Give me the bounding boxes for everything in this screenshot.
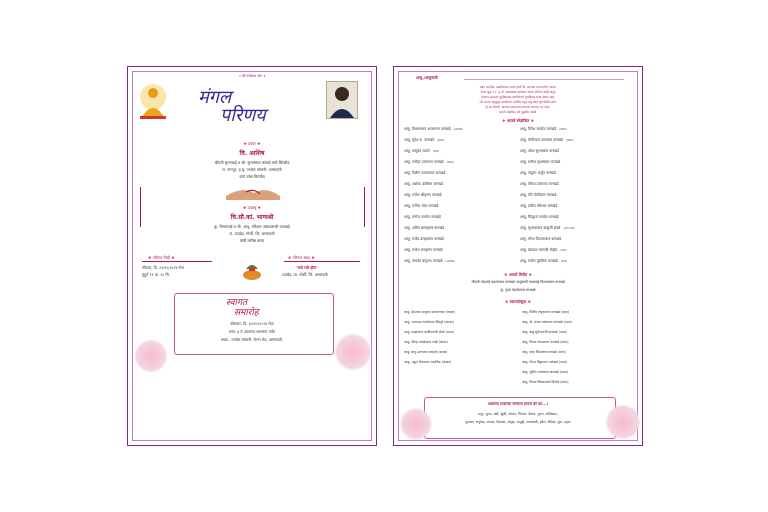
relative-name: आयु. रवि मोतीलाल वानखडे <box>520 193 557 197</box>
relative-list-item <box>520 212 636 223</box>
date-divider <box>142 261 212 262</box>
relative-list-item <box>520 190 636 201</box>
groom-relation: यांचे ज्येष्ठ चिरंजीव <box>239 174 265 179</box>
welcome-list-item: आयु. मिलिंद मधुकरराव वानखडे (मामा) <box>522 310 570 314</box>
vinit-line-1: श्रीमती मंदाताई महादेवराव वानखडे आयुष्मती मायाताई विश्वासराव वानखडे <box>471 280 565 284</box>
reception-title-1: स्वागत <box>226 298 248 308</box>
flower-decoration-left <box>134 339 168 373</box>
welcome-list-item: आयु. हेमंतराव बापूराव बागवानकर (काका) <box>404 310 456 314</box>
relative-relation: (मामा) <box>560 249 567 252</box>
intro-line-6: आपले स्नेहांकित सर्व कुटुंबीय मंडळी. <box>498 110 538 114</box>
title-parinay: परिणय <box>220 105 266 126</box>
relative-list-item <box>404 223 516 234</box>
relative-relation: (काका) <box>565 139 574 142</box>
relative-list-item <box>520 256 636 267</box>
relative-name: आयु. विश्वासराव आत्माराम वानखडे <box>404 127 451 131</box>
relative-name: आयु. प्रवीण मोरेश्वर वानखडे <box>520 204 558 208</box>
relative-name: आयु. अशोक बळीराम वानखडे <box>404 182 444 186</box>
relative-name: आयु. योगेश उत्तमराव वानखडे <box>520 182 559 186</box>
venue-divider <box>284 261 360 262</box>
relative-name: आयु. राजेंद्र प्रल्हादराव वानखडे <box>404 237 444 241</box>
relative-relation: (मामा) <box>432 150 440 153</box>
venue-name: "राधे राधे हॉल" <box>296 265 318 270</box>
buddha-icon <box>136 83 170 121</box>
left-ornament <box>140 187 141 227</box>
relative-list-item <box>404 124 516 135</box>
relative-list-item <box>404 190 516 201</box>
kalash-icon <box>239 259 265 281</box>
relative-list-item <box>404 146 516 157</box>
welcome-list-item: आयु. गौतम विठ्ठलराव वानखडे (मामा) <box>522 360 568 364</box>
invitation-front-card <box>127 66 377 446</box>
bride-relation: यांची कनिष्ठ कन्या <box>239 238 265 243</box>
relative-name: आयु. मंगेश दिवाकरराव वानखडे <box>520 237 562 241</box>
closing-line-1: मयूर, सुमन, वर्षा, खुशी, कोमल, निरंजन, वैष्णव, युगल, अविष्कार, <box>478 412 558 416</box>
relative-list-item <box>404 201 516 212</box>
bride-name: चि.सौ.कां. भाग्यश्री <box>230 214 274 221</box>
flower-decoration-right <box>606 403 640 441</box>
intro-line-2: गौतम बुद्ध व प. पू. डॉ. बाबासाहेब आंबेडकर यांच्या प्रतिमेस साक्षी मानून <box>480 90 556 94</box>
date-time: मुहूर्त ११ वा. १० मि. <box>142 272 170 277</box>
date-heading: ❖ परिणय तिथी ❖ <box>148 255 175 260</box>
welcome-list-item: आयु. सुनिल पंजाबराव वानखडे (मामा) <box>522 370 568 374</box>
reception-date: सोमवार, दि. ३०/१२/२०२४ रोज <box>230 321 274 326</box>
welcome-list-item: आयु. प्रल्हादराव बाजीरावजी चोरडे (मामा) <box>404 330 454 334</box>
relative-name: आयु. सिद्धार्थ नामदेव वानखडे <box>520 215 559 219</box>
relative-name: आयु. कपिल रमेश वानखडे <box>404 204 439 208</box>
relative-list-item <box>520 124 636 135</box>
relative-list-item <box>404 256 516 267</box>
relative-name: आयु. मोतीलाल उत्तमराव वानखडे <box>520 138 563 142</box>
relative-list-item <box>520 179 636 190</box>
top-blessing: ॥ श्री गणेशाय नमः ॥ <box>238 74 266 78</box>
relative-list-item <box>520 245 636 256</box>
venue-address: उदखेड, ता. मोर्शी, जि. अमरावती <box>282 272 328 277</box>
relatives-right-column <box>520 124 636 267</box>
flower-decoration-right <box>334 333 372 371</box>
intro-line-5: ही नम्र विनंती. आपल्या आगमनाने आमच्या आनंदात भर पडेल. <box>485 105 551 109</box>
relative-list-item <box>520 223 636 234</box>
groom-address: रा. नागपुर, ह.मु. पनवेल कॉलनी, अमरावती <box>222 167 282 172</box>
venue-heading: ❖ परिणय स्थळ ❖ <box>288 255 315 260</box>
relative-name: आयु. मनोज नामदेव वानखडे <box>404 215 441 219</box>
reception-time: सायं. ७ ते आपल्या आगमना पर्यंत <box>229 329 275 334</box>
right-ornament <box>364 187 365 227</box>
groom-name: चि. आशिष <box>239 150 265 157</box>
relative-relation: (काका) <box>437 139 445 142</box>
relative-list-item <box>520 135 636 146</box>
relative-name: आयु. वासुदेव ठाकरे <box>404 149 430 153</box>
relative-name: आयु. सतीश सुभाषराव वानखडे <box>520 160 561 164</box>
relatives-left-column <box>404 124 516 267</box>
intro-line-4: तरी आपण सहकुटुंब सहपरिवार उपस्थित राहून वधू-वरास शुभाशीर्वाद द्यावे, <box>479 100 557 104</box>
relative-relation: (काका) <box>559 128 567 131</box>
relative-relation: (आजोबा) <box>453 128 464 131</box>
welcome-list-item: आयु. विजय गोपालराव वानखडे (मामा) <box>522 340 569 344</box>
relative-relation: (आते भाऊ) <box>563 227 575 230</box>
relative-list-item <box>404 179 516 190</box>
vinit-line-2: कु. पूजा महादेवराव वानखडे <box>500 288 536 292</box>
relative-name: आयु. राजेश श्रीकृष्ण वानखडे <box>404 193 442 197</box>
welcome-list-item: आयु. देवेन्द्र नामदेवराव गवई (काका) <box>404 340 448 344</box>
closing-heading: आमच्या राजाच्या लग्नाला यायचं बरं का...! <box>487 401 549 406</box>
relative-list-item <box>404 157 516 168</box>
relative-list-item <box>520 157 636 168</box>
relative-list-item <box>404 135 516 146</box>
relative-name: आयु. राजेश पुंडलिक वानखडे <box>520 259 558 263</box>
relative-list-item <box>520 146 636 157</box>
section-swagatotsuk: ❖ स्वागतोत्सुक ❖ <box>505 299 531 304</box>
relative-name: आयु. सुरेश रा. वानखडे <box>404 138 434 142</box>
relative-name: आयु. मनोहर उत्तमराव वानखडे <box>404 160 444 164</box>
welcome-list-item: आयु. रामभाऊ नामदेवराव शिरपुरे (काका) <box>404 320 454 324</box>
relative-relation: (काका) <box>446 161 454 164</box>
relative-list-item <box>520 168 636 179</box>
intro-line-1: सप्रेम जयभीम, कळविण्यास आनंद होतो की, आमच्या घराण्यातील तथागत <box>479 85 557 89</box>
date-value: रविवार, दि. २२/१२/२०२४ रोज <box>142 265 185 270</box>
welcome-list-item: आयु. डॉ. संजय माधवराव वानखडे (मामा) <box>522 320 572 324</box>
welcome-list-item: आयु. बाबू सूर्यभानजी वानखडे (मामा) <box>522 330 567 334</box>
salutation: आयु./आयुष्मती <box>416 75 438 80</box>
welcome-list-item: आयु. शरद विश्वनाथ वानखडे (मामा) <box>522 350 566 354</box>
groom-parents: श्रीमती सुमनबाई व श्री. सुभाषराव कांबळे यांचे चिरंजीव <box>214 160 290 165</box>
bride-heading: ❖ उपवधू ❖ <box>243 205 261 210</box>
relative-name: आयु. अमित बाळकृष्ण वानखडे <box>404 226 445 230</box>
relative-relation: (आजोबा) <box>445 260 455 263</box>
relative-name: आयु. दिनेश नामदेव वानखडे <box>520 127 557 131</box>
welcome-right-column <box>522 307 636 387</box>
bride-address: रा. उदखेड, मोर्शी, जि. अमरावती <box>229 231 275 236</box>
relative-list-item <box>404 245 516 256</box>
title-mangal: मंगल <box>198 87 232 108</box>
welcome-list-item: आयु. राहुल गौतमराव जामनिक (काका) <box>404 360 452 364</box>
relative-relation: (मामा) <box>560 260 568 263</box>
relative-name: आयु. पांडुरंग अर्जुन वानखडे <box>520 171 556 175</box>
person-icon <box>327 82 357 118</box>
relative-list-item <box>404 168 516 179</box>
relative-name: आयु. प्रेमदास बबनजी मोहोड <box>520 248 558 252</box>
joined-hands-icon <box>224 184 282 202</box>
welcome-list-item: आयु. विजय विश्वासराव किर्दक (मामा) <box>522 380 569 384</box>
section-snehankit: ❖ आपले स्नेहांकित ❖ <box>501 118 535 123</box>
intro-line-3: सोबतच आमच्या कुटुंबियांच्या आशीर्वादाने शुभविवाह संपन्न होणार आहे. <box>481 95 555 99</box>
closing-line-2: कुणाल, अनुष्का, सम्यक, दिव्यांश, आयुष, समृद्धी, राजलक्ष्मी, हर्षल, वेदिका, युगा, महक <box>465 420 571 424</box>
relative-name: आयु. दिलीप यशवंतराव वानखडे <box>404 171 446 175</box>
bride-parents: कु. विमलताई व श्री. आयु. मोरेश्वर अंबादासजी वानखडे <box>214 224 290 229</box>
relative-list-item <box>404 234 516 245</box>
portrait-photo <box>326 81 358 119</box>
relative-list-item <box>520 234 636 245</box>
salutation-blank <box>464 79 624 80</box>
section-vinit: ❖ आपले विनीत ❖ <box>504 272 532 277</box>
groom-heading: ❖ उपवर ❖ <box>243 141 261 146</box>
relative-list-item <box>520 201 636 212</box>
welcome-list-item: आयु. बापू उत्तमराव वाघमारे (काका) <box>404 350 448 354</box>
relative-name: आयु. सुधाकरराव बाळुजी इंगळे <box>520 226 561 230</box>
welcome-left-column <box>404 307 518 367</box>
relative-name: आयु. नामदेव बापूराव वानखडे <box>404 259 443 263</box>
relative-list-item <box>404 212 516 223</box>
reception-title-2: समारोह <box>234 308 259 318</box>
relative-name: आयु. राजेश रामकृष्ण वानखडे <box>404 248 443 252</box>
invitation-back-card <box>393 66 643 446</box>
flower-decoration-left <box>400 407 432 441</box>
reception-place: स्थळ - पनवेल कॉलनी, रोमन रोड, अमरावती. <box>221 337 283 342</box>
relative-name: आयु. उमेश सुभाषराव वानखडे <box>520 149 560 153</box>
